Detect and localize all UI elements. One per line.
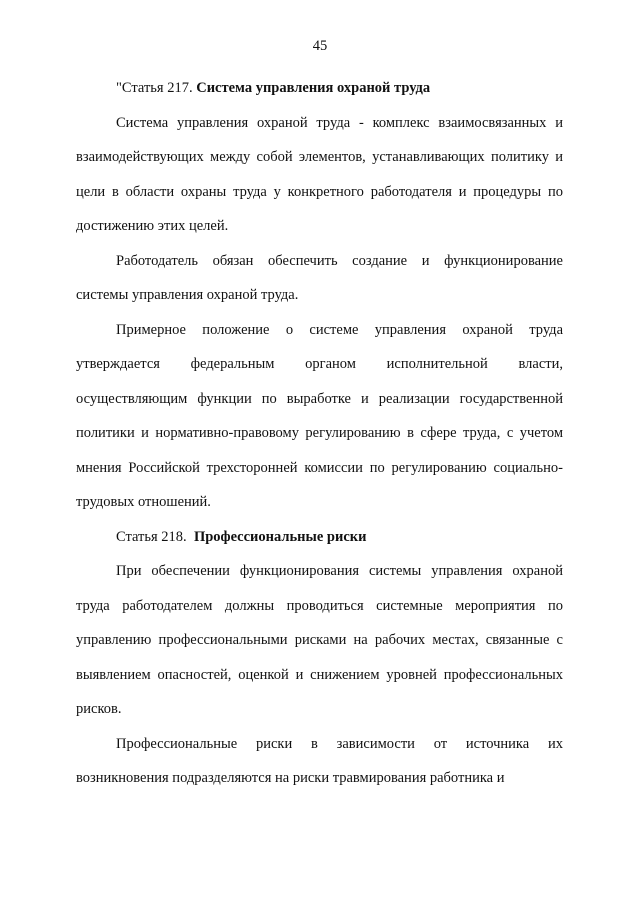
- article-218-heading: [76, 520, 563, 555]
- article-218-prefix: Статья 218.: [116, 528, 187, 545]
- page-number: 45: [312, 38, 328, 54]
- article-218-title: Профессиональные риски: [193, 528, 367, 545]
- article-218-paragraph-2: Профессиональные риски в зависимости от источника их возникновения подразделяются на риски травмирования работника и: [76, 735, 563, 786]
- article-217-paragraph-3: Примерное положение о системе управления охраной труда утверждается федеральным органом исполнительной власти, осуществляющим функции по выработке и реализации государственной политики и нормативно-правовому регулированию в сфере труда, с учетом мнения Российской трехсторонней комиссии по регулированию социально-трудовых отношений.: [76, 321, 563, 510]
- article-217-title: Система управления охраной труда: [196, 80, 431, 96]
- article-217-paragraph-2: Работодатель обязан обеспечить создание и функционирование системы управления охраной труда.: [76, 252, 563, 303]
- document-body: [76, 71, 563, 796]
- article-218-paragraph-1: При обеспечении функционирования системы управления охраной труда работодателем должны проводиться системные мероприятия по управлению профессиональными рисками на рабочих местах, связанные с выявлением опасностей, оценкой и снижением уровней профессиональных рисков.: [76, 563, 563, 717]
- article-217-heading: [76, 71, 563, 106]
- article-217-prefix: "Статья 217.: [116, 80, 193, 96]
- article-217-paragraph-1: Система управления охраной труда - комплекс взаимосвязанных и взаимодействующих между собой элементов, устанавливающих политику и цели в области охраны труда у конкретного работодателя и процедуры по достижению этих целей.: [76, 114, 563, 234]
